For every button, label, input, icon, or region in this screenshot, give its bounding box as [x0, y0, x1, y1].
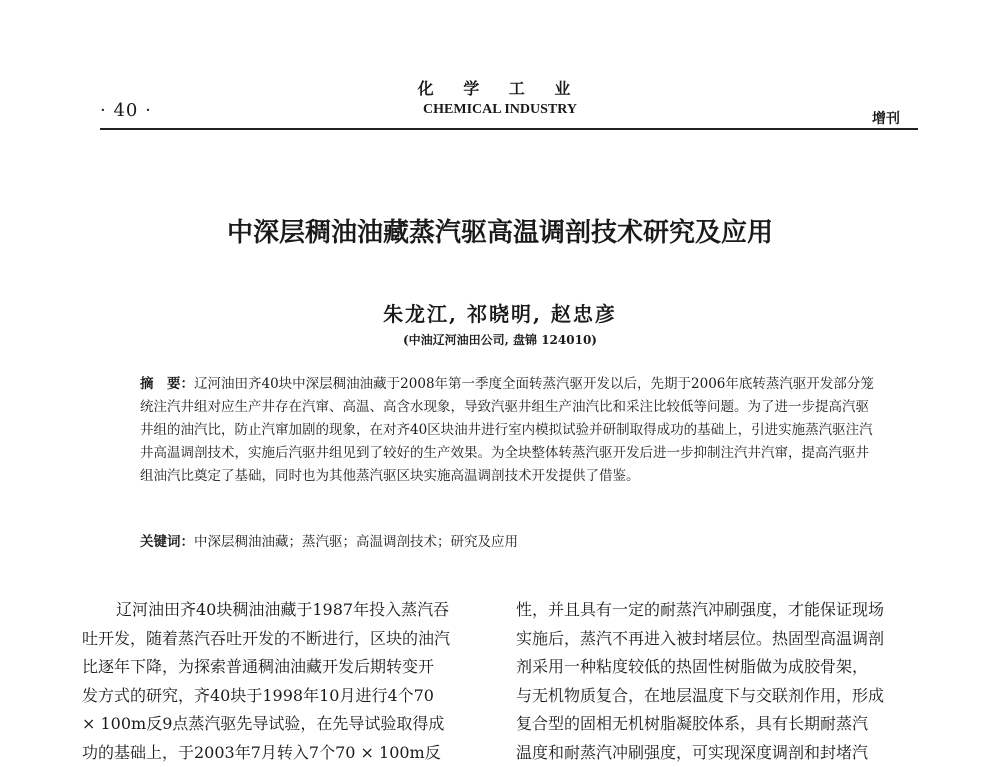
header-rule — [100, 128, 918, 130]
abstract-text: 辽河油田齐40块中深层稠油油藏于2008年第一季度全面转蒸汽驱开发以后，先期于2006年底转蒸汽驱开发部分笼统注汽井组对应生产井存在汽窜、高温、高含水现象，导致汽驱井组生产油汽比和采注比较低等问题。为了进一步提高汽驱井组的油汽比，防止汽窜加剧的现象，在对齐40区块油井进行室内模拟试验并研制取得成功的基础上，引进实施蒸汽驱注汽井高温调剖技术，实施后汽驱井组见到了较好的生产效果。为全块整体转蒸汽驱开发后进一步抑制注汽井汽窜，提高汽驱井组油汽比奠定了基础，同时也为其他蒸汽驱区块实施高温调剖技术开发提供了借鉴。 — [140, 376, 874, 484]
abstract-label: 摘 要： — [140, 376, 194, 392]
journal-title-en: CHEMICAL INDUSTRY — [0, 102, 1000, 118]
body-line: 剂采用一种粘度较低的热固性树脂做为成胶骨架， — [516, 653, 920, 682]
keywords-text: 中深层稠油油藏；蒸汽驱；高温调剖技术；研究及应用 — [194, 534, 518, 550]
abstract — [140, 373, 878, 488]
affiliation: (中油辽河油田公司, 盘锦 124010) — [0, 331, 1000, 348]
body-line: 性，并且具有一定的耐蒸汽冲刷强度，才能保证现场 — [516, 596, 920, 625]
body-line: 功的基础上，于2003年7月转入7个70 × 100m反 — [82, 739, 502, 767]
body-column-left — [82, 596, 502, 767]
page-number: · 40 · — [100, 100, 152, 121]
body-line: 与无机物质复合，在地层温度下与交联剂作用，形成 — [516, 682, 920, 711]
authors: 朱龙江, 祁晓明, 赵忠彦 — [0, 298, 1000, 327]
issue-label: 增刊 — [872, 108, 900, 128]
body-column-right — [516, 596, 920, 767]
body-line: 吐开发，随着蒸汽吞吐开发的不断进行，区块的油汽 — [82, 625, 502, 654]
journal-title-cn: 化 学 工 业 — [0, 76, 1000, 99]
body-line: × 100m反9点蒸汽驱先导试验，在先导试验取得成 — [82, 710, 502, 739]
body-line: 实施后，蒸汽不再进入被封堵层位。热固型高温调剖 — [516, 625, 920, 654]
body-line: 温度和耐蒸汽冲刷强度，可实现深度调剖和封堵汽 — [516, 739, 920, 767]
keywords — [140, 531, 878, 554]
body-line: 辽河油田齐40块稠油油藏于1987年投入蒸汽吞 — [82, 596, 502, 625]
body-line: 发方式的研究，齐40块于1998年10月进行4个70 — [82, 682, 502, 711]
paper-title: 中深层稠油油藏蒸汽驱高温调剖技术研究及应用 — [0, 212, 1000, 249]
body-line: 比逐年下降，为探索普通稠油油藏开发后期转变开 — [82, 653, 502, 682]
body-line: 复合型的固相无机树脂凝胶体系，具有长期耐蒸汽 — [516, 710, 920, 739]
keywords-label: 关键词： — [140, 534, 194, 550]
